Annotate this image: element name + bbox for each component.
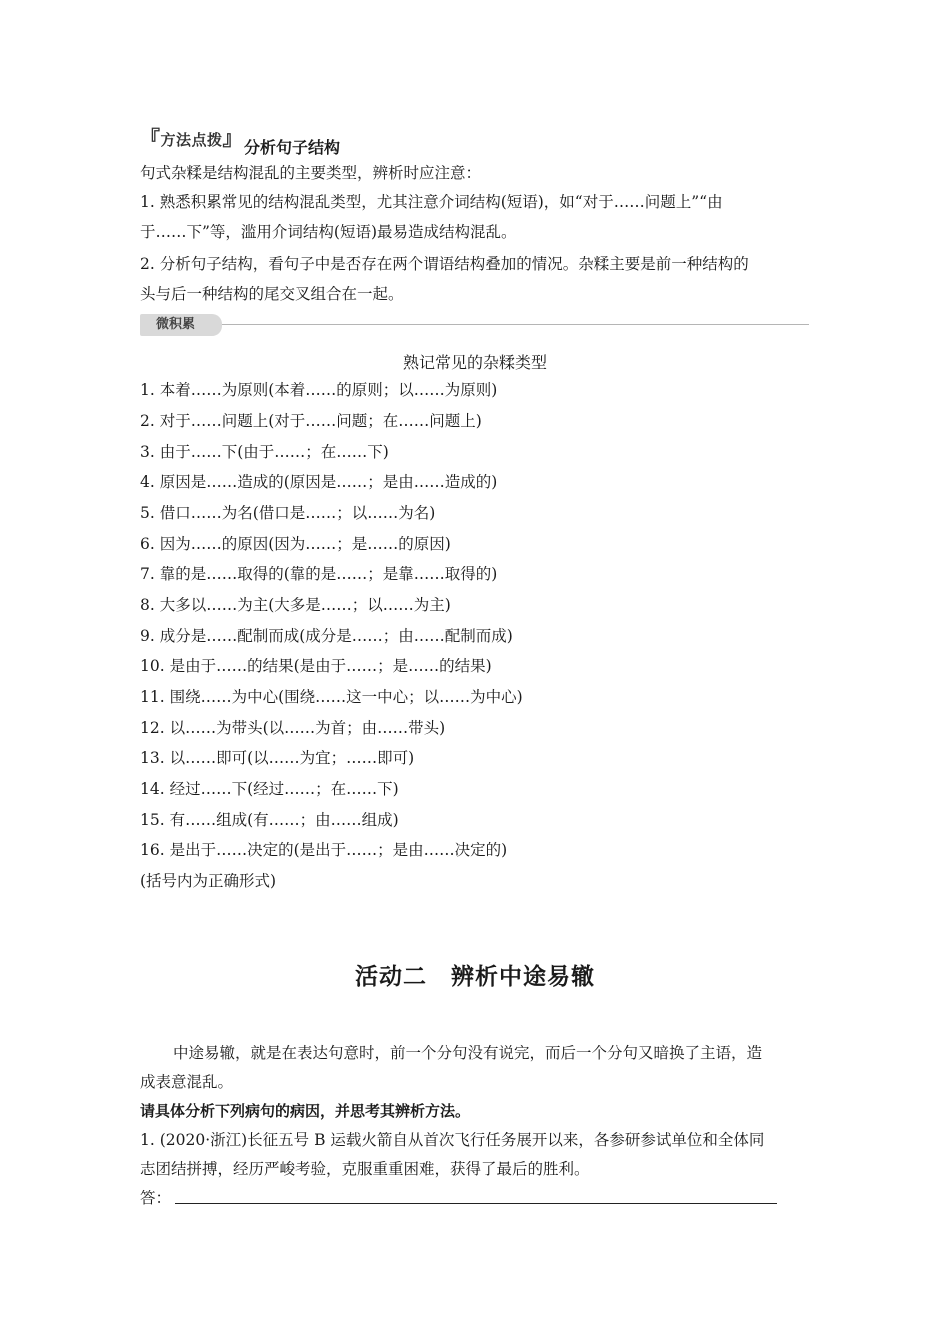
- list-item: 10. 是由于……的结果(是由于……；是……的结果): [140, 657, 492, 675]
- answer-blank-line[interactable]: [175, 1203, 777, 1204]
- list-item: 2. 对于……问题上(对于……问题；在……问题上): [140, 412, 482, 430]
- list-item: 3. 由于……下(由于……；在……下): [140, 443, 389, 461]
- activity-instruction: 请具体分析下列病句的病因，并思考其辨析方法。: [140, 1102, 471, 1120]
- list-note: (括号内为正确形式): [140, 872, 277, 890]
- list-item: 7. 靠的是……取得的(靠的是……；是靠……取得的): [140, 565, 498, 583]
- method-tip-point2-line1: 2. 分析句子结构，看句子中是否存在两个谓语结构叠加的情况。杂糅主要是前一种结构的: [140, 255, 749, 273]
- question-1-line1: 1. (2020·浙江)长征五号 B 运载火箭自从首次飞行任务展开以来，各参研参试单位和全体同: [140, 1131, 765, 1149]
- list-item: 16. 是出于……决定的(是出于……；是由……决定的): [140, 841, 508, 859]
- list-item: 8. 大多以……为主(大多是……；以……为主): [140, 596, 451, 614]
- method-tip-intro: 句式杂糅是结构混乱的主要类型，辨析时应注意：: [140, 164, 482, 182]
- section-divider: [222, 324, 809, 325]
- list-item: 9. 成分是……配制而成(成分是……；由……配制而成): [140, 627, 513, 645]
- answer-label: 答：: [140, 1189, 172, 1207]
- list-item: 12. 以……为带头(以……为首；由……带头): [140, 719, 446, 737]
- list-item: 14. 经过……下(经过……；在……下): [140, 780, 399, 798]
- bracket-left-icon: 『: [140, 126, 161, 150]
- list-item: 6. 因为……的原因(因为……；是……的原因): [140, 535, 451, 553]
- method-tip-point2-line2: 头与后一种结构的尾交叉组合在一起。: [140, 285, 404, 303]
- bracket-right-icon: 』: [222, 126, 244, 150]
- activity-desc-line1: 中途易辙，就是在表达句意时，前一个分句没有说完，而后一个分句又暗换了主语，造: [173, 1044, 763, 1062]
- micro-accumulation-tag: 微积累: [140, 314, 222, 336]
- activity-desc-line2: 成表意混乱。: [140, 1073, 234, 1091]
- list-item: 1. 本着……为原则(本着……的原则；以……为原则): [140, 381, 498, 399]
- list-item: 11. 围绕……为中心(围绕……这一中心；以……为中心): [140, 688, 523, 706]
- method-tip-title: 分析句子结构: [244, 138, 341, 157]
- list-item: 5. 借口……为名(借口是……；以……为名): [140, 504, 436, 522]
- method-tip-label: 『方法点拨』: [140, 126, 244, 150]
- section-title: 活动二 辨析中途易辙: [355, 964, 595, 990]
- list-item: 4. 原因是……造成的(原因是……；是由……造成的): [140, 473, 498, 491]
- method-tip-point1-line1: 1. 熟悉积累常见的结构混乱类型，尤其注意介词结构(短语)，如“对于……问题上”“由: [140, 193, 723, 211]
- method-tip-point1-line2: 于……下”等，滥用介词结构(短语)最易造成结构混乱。: [140, 223, 517, 241]
- micro-list-title: 熟记常见的杂糅类型: [402, 353, 547, 372]
- list-item: 13. 以……即可(以……为宜；……即可): [140, 749, 415, 767]
- question-1-line2: 志团结拼搏，经历严峻考验，克服重重困难，获得了最后的胜利。: [140, 1160, 590, 1178]
- list-item: 15. 有……组成(有……；由……组成): [140, 811, 399, 829]
